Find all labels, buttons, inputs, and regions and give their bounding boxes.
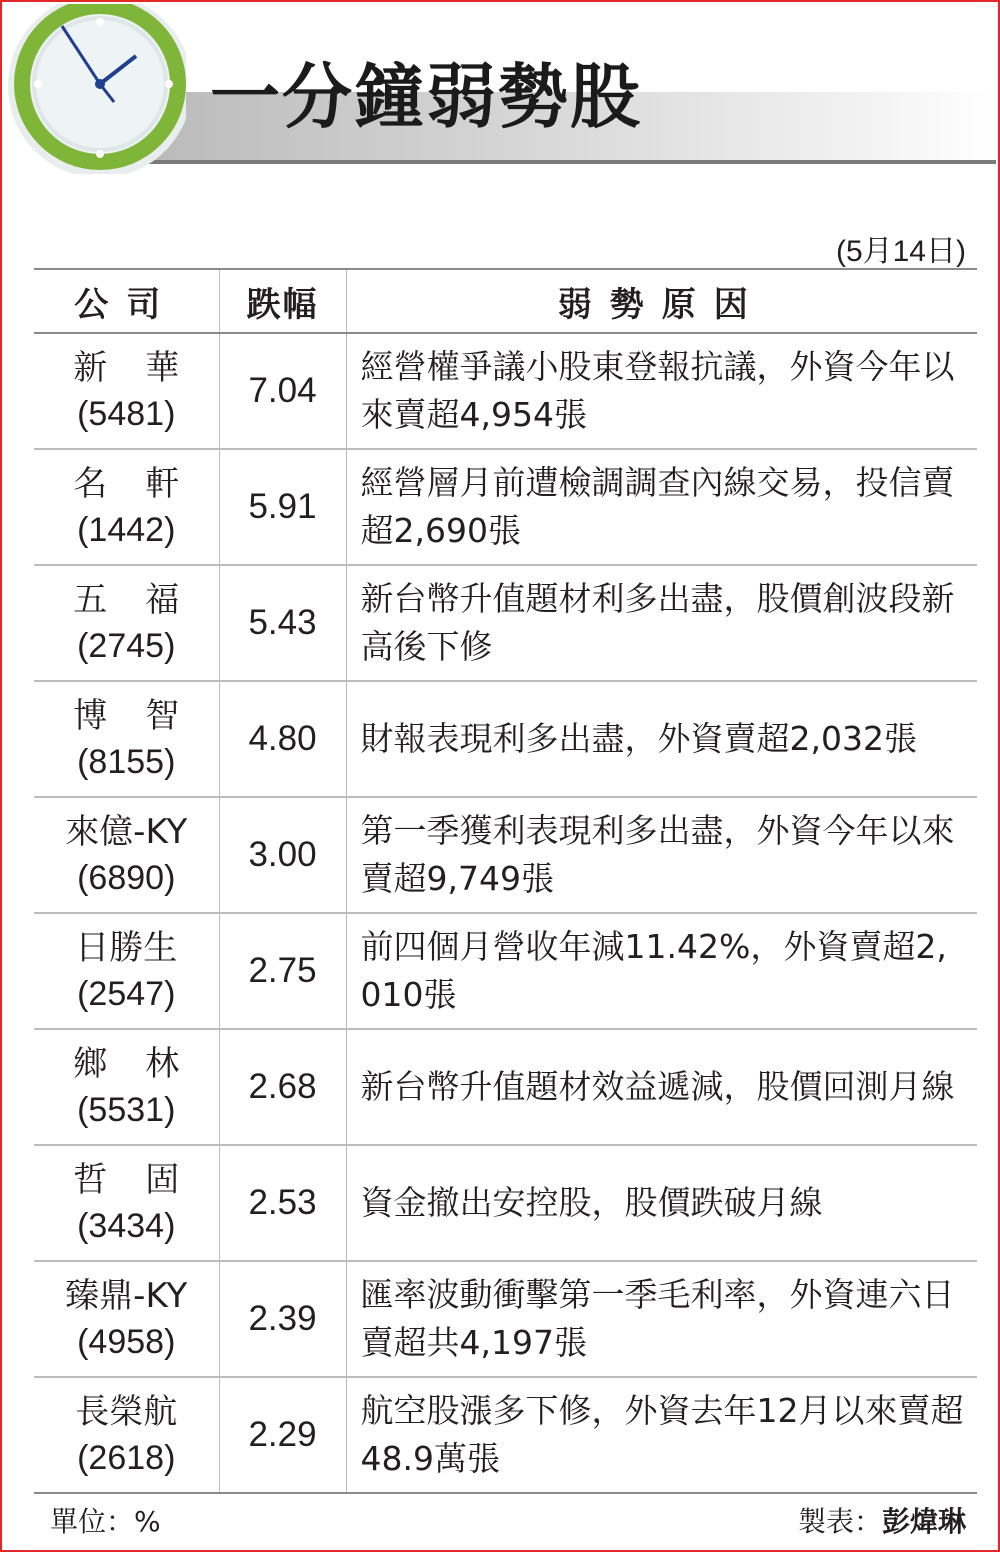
credit-note [798, 1500, 966, 1540]
company-name: 哲固 [73, 1160, 218, 1200]
reason-text: 航空股漲多下修，外資去年12月以來賣超48.9萬張 [346, 1377, 977, 1493]
drop-value: 5.91 [219, 449, 346, 565]
drop-value: 2.68 [219, 1029, 346, 1145]
unit-note: 單位：% [50, 1505, 161, 1538]
company-cell [34, 333, 219, 449]
company-cell [34, 1377, 219, 1493]
stock-code: (4958) [77, 1323, 176, 1361]
company-cell [34, 1029, 219, 1145]
reason-text: 新台幣升值題材利多出盡，股價創波段新高後下修 [346, 565, 977, 681]
table-header-row [34, 269, 977, 333]
header-reason: 弱勢原因 [346, 269, 977, 333]
stock-code: (5481) [77, 395, 176, 433]
table-row [34, 1261, 977, 1377]
stock-code: (1442) [77, 511, 176, 549]
table-row [34, 333, 977, 449]
company-name: 長榮航 [75, 1392, 178, 1432]
header-company: 公司 [34, 269, 219, 333]
stock-code: (2745) [77, 627, 176, 665]
company-cell [34, 565, 219, 681]
date-label: (5月14日) [835, 235, 966, 268]
table-row [34, 681, 977, 797]
company-cell [34, 1145, 219, 1261]
table-row [34, 1377, 977, 1493]
drop-value: 7.04 [219, 333, 346, 449]
credit-label: 製表： [797, 1505, 882, 1538]
page-title: 一分鐘弱勢股 [210, 56, 642, 138]
company-cell [34, 797, 219, 913]
table-row [34, 449, 977, 565]
reason-text: 經營權爭議小股東登報抗議，外資今年以來賣超4,954張 [346, 333, 977, 449]
company-name: 博智 [73, 696, 218, 736]
drop-value: 2.53 [219, 1145, 346, 1261]
stock-code: (3434) [77, 1207, 176, 1245]
company-cell [34, 1261, 219, 1377]
company-name: 新華 [73, 348, 218, 388]
company-cell [34, 913, 219, 1029]
drop-value: 4.80 [219, 681, 346, 797]
clock-icon [4, 4, 186, 174]
company-cell [34, 681, 219, 797]
stock-code: (2618) [77, 1439, 176, 1477]
table-row [34, 565, 977, 681]
stock-code: (6890) [77, 859, 176, 897]
header-drop: 跌幅 [219, 269, 346, 333]
weak-stocks-table [34, 268, 977, 1494]
reason-text: 經營層月前遭檢調調查內線交易，投信賣超2,690張 [346, 449, 977, 565]
table-row [34, 1145, 977, 1261]
company-name: 鄉林 [73, 1044, 218, 1084]
drop-value: 2.75 [219, 913, 346, 1029]
company-name: 臻鼎-KY [65, 1276, 188, 1316]
table-row [34, 913, 977, 1029]
stock-code: (5531) [77, 1091, 176, 1129]
reason-text: 資金撤出安控股，股價跌破月線 [346, 1145, 977, 1261]
reason-text: 第一季獲利表現利多出盡，外資今年以來賣超9,749張 [346, 797, 977, 913]
company-name: 名軒 [73, 464, 218, 504]
stock-code: (8155) [77, 743, 176, 781]
reason-text: 新台幣升值題材效益遞減，股價回測月線 [346, 1029, 977, 1145]
reason-text: 財報表現利多出盡，外資賣超2,032張 [346, 681, 977, 797]
credit-author: 彭煒琳 [881, 1505, 966, 1538]
company-name: 五福 [73, 580, 218, 620]
drop-value: 5.43 [219, 565, 346, 681]
reason-text: 前四個月營收年減11.42%，外資賣超2,010張 [346, 913, 977, 1029]
drop-value: 2.39 [219, 1261, 346, 1377]
reason-text: 匯率波動衝擊第一季毛利率，外資連六日賣超共4,197張 [346, 1261, 977, 1377]
stock-code: (2547) [77, 975, 176, 1013]
table-row [34, 1029, 977, 1145]
company-cell [34, 449, 219, 565]
table-row [34, 797, 977, 913]
drop-value: 2.29 [219, 1377, 346, 1493]
company-name: 日勝生 [75, 928, 178, 968]
company-name: 來億-KY [65, 812, 188, 852]
drop-value: 3.00 [219, 797, 346, 913]
